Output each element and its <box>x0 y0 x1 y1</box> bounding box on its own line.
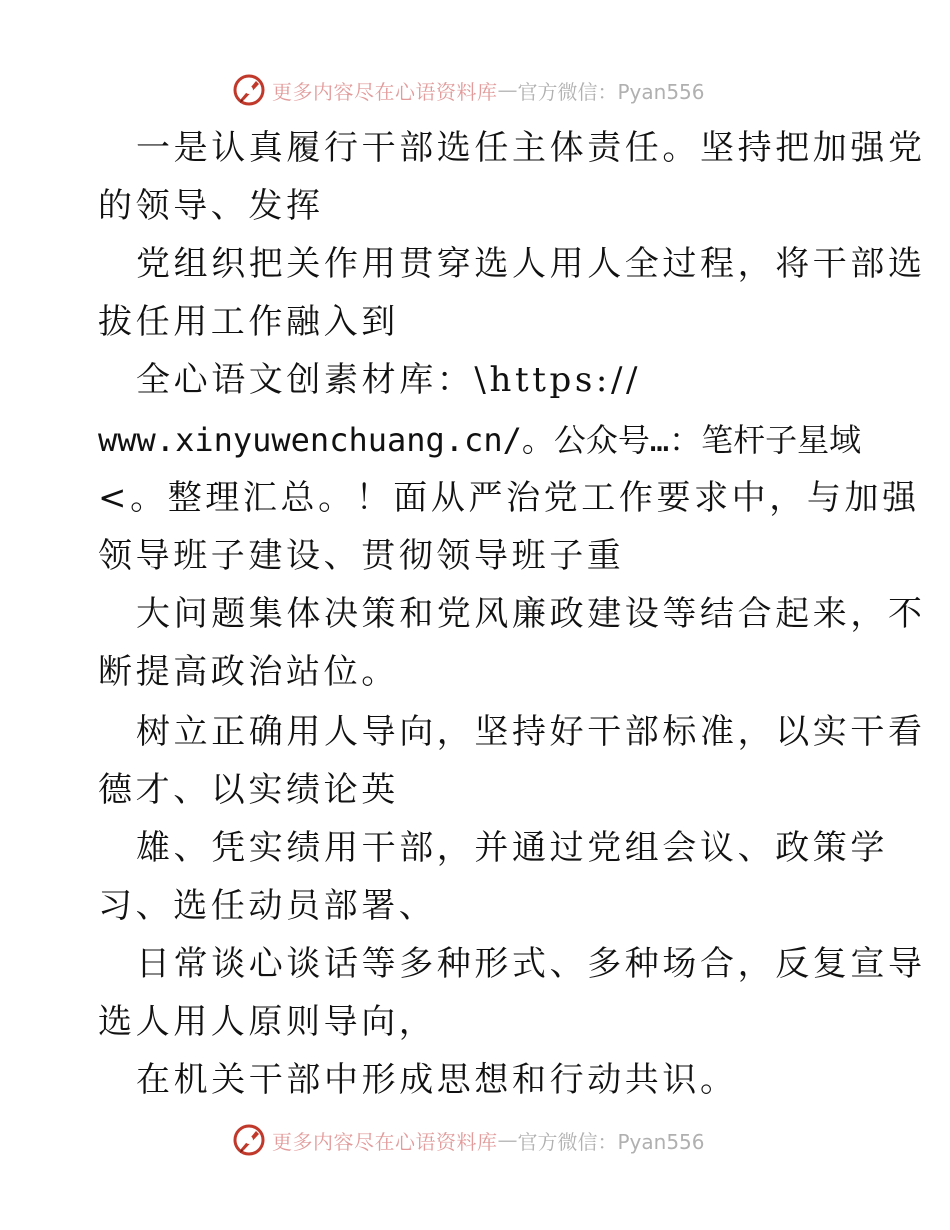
text-line: 德才、以实绩论英 <box>98 770 399 810</box>
text-line: 全心语文创素材库：\https:// <box>136 360 642 400</box>
text-line: 习、选任动员部署、 <box>98 886 437 926</box>
text-line: 党组织把关作用贯穿选人用人全过程，将干部选 <box>136 244 926 284</box>
text-line: 树立正确用人导向，坚持好干部标准，以实干看 <box>136 712 926 752</box>
text-line: 在机关干部中形成思想和行动共识。 <box>136 1060 738 1100</box>
footer-watermark-banner <box>232 1122 705 1158</box>
text-line: 雄、凭实绩用干部，并通过党组会议、政策学 <box>136 828 888 868</box>
text-line: 断提高政治站位。 <box>98 652 399 692</box>
banner-separator: — <box>497 1128 518 1152</box>
text-line: 日常谈心谈话等多种形式、多种场合，反复宣导 <box>136 944 926 984</box>
text-line: 大问题集体决策和党风廉政建设等结合起来，不 <box>136 594 926 634</box>
text-line: 的领导、发挥 <box>98 186 324 226</box>
text-line: 选人用人原则导向， <box>98 1002 437 1042</box>
text-line: <。整理汇总。！面从严治党工作要求中，与加强 <box>98 478 920 518</box>
text-line: 拔任用工作融入到 <box>98 302 399 342</box>
text-line: 一是认真履行干部选任主体责任。坚持把加强党 <box>136 128 926 168</box>
banner-title: 更多内容尽在心语资料库 <box>272 79 498 104</box>
banner-separator: — <box>497 78 518 102</box>
text-line: 领导班子建设、贯彻领导班子重 <box>98 536 625 576</box>
text-line: www.xinyuwenchuang.cn/。公众号…：笔杆子星域 <box>98 421 862 459</box>
quill-pen-circle-icon <box>232 1123 266 1157</box>
banner-wechat-id: 官方微信：Pyan556 <box>517 1129 705 1154</box>
banner-wechat-id: 官方微信：Pyan556 <box>517 79 705 104</box>
banner-title: 更多内容尽在心语资料库 <box>272 1129 498 1154</box>
